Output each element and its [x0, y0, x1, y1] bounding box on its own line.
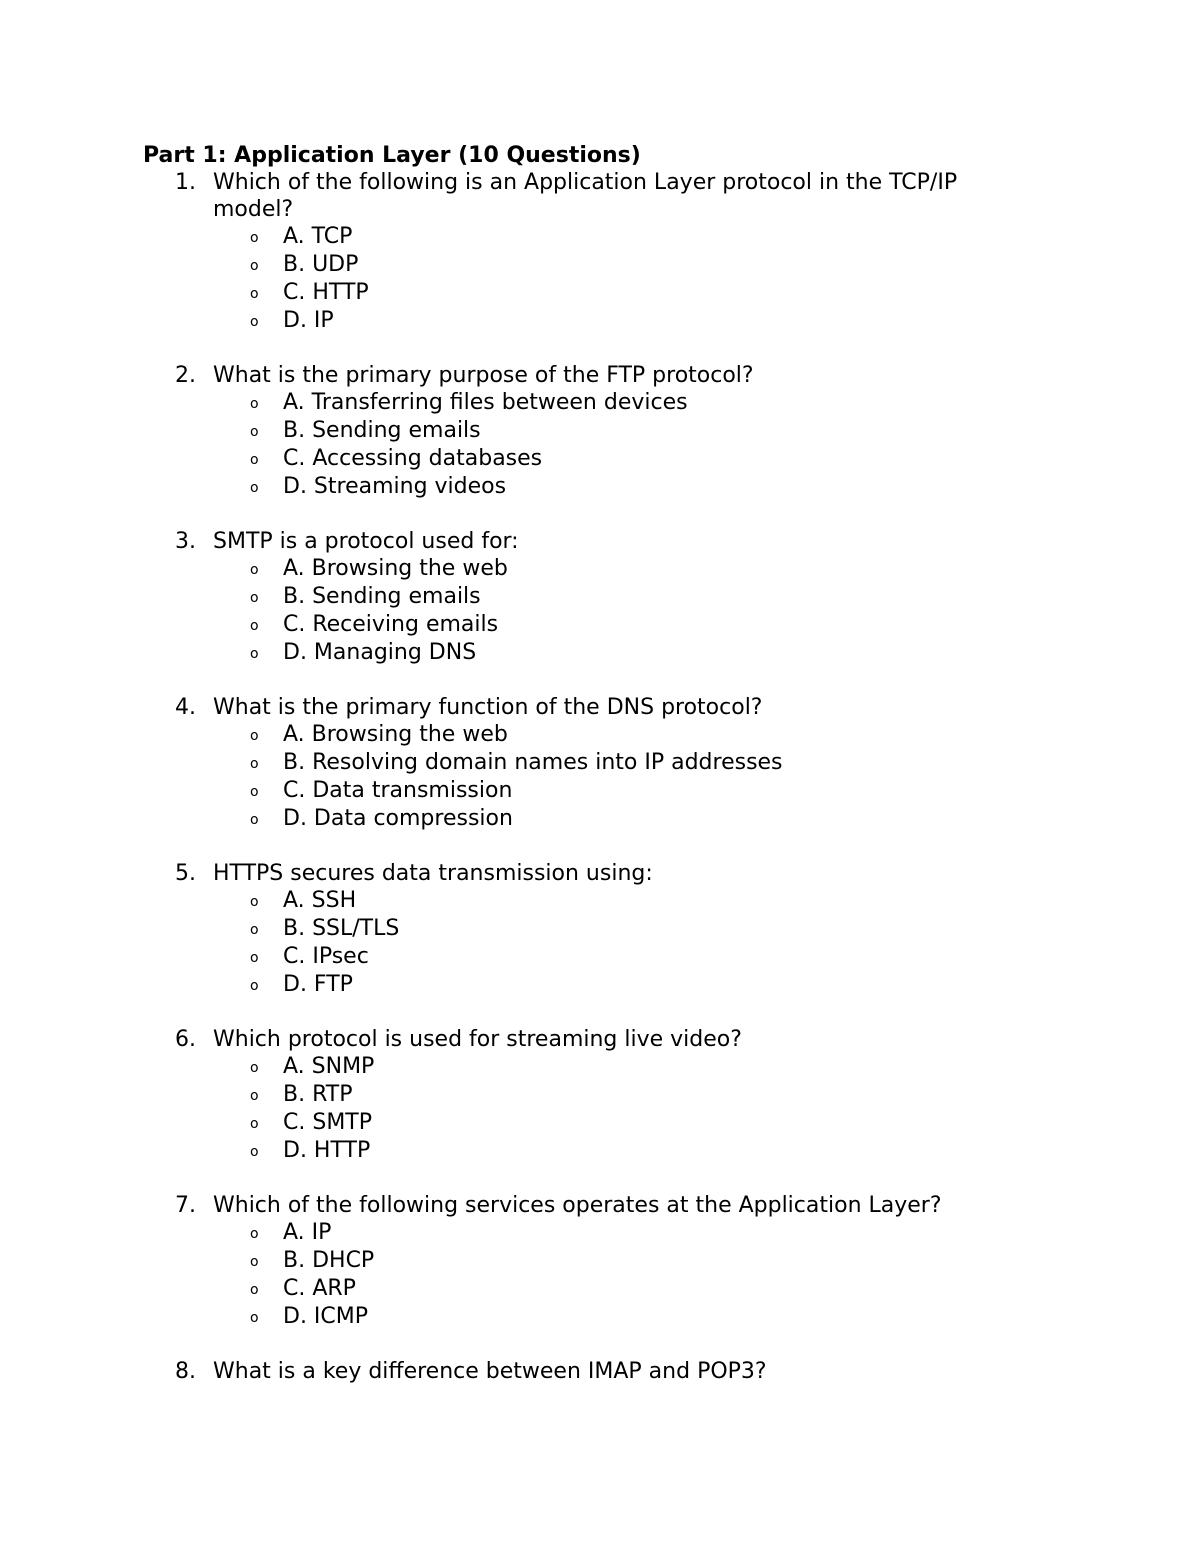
section-title: Part 1: Application Layer (10 Questions) [143, 143, 641, 168]
option-item [0, 1219, 1200, 1247]
question-row [0, 169, 1200, 223]
option-text: D. HTTP [283, 1138, 371, 1163]
question-text: What is a key difference between IMAP and POP3? [213, 1359, 767, 1384]
option-item [0, 1275, 1200, 1303]
hollow-bullet-icon: o [250, 756, 259, 772]
hollow-bullet-icon: o [250, 1116, 259, 1132]
option-text: A. SNMP [283, 1054, 375, 1079]
option-list [0, 389, 1200, 501]
question-text: Which of the following services operates at the Application Layer? [213, 1193, 942, 1218]
option-text: A. Transferring files between devices [283, 390, 688, 415]
option-list [0, 721, 1200, 833]
option-text: B. RTP [283, 1082, 353, 1107]
hollow-bullet-icon: o [250, 1254, 259, 1270]
option-item [0, 721, 1200, 749]
option-text: D. Data compression [283, 806, 513, 831]
option-text: A. Browsing the web [283, 556, 508, 581]
option-item [0, 749, 1200, 777]
question-number: 1. [175, 170, 196, 195]
question-list [0, 169, 1200, 1412]
question-number: 5. [175, 861, 196, 886]
hollow-bullet-icon: o [250, 784, 259, 800]
question-text: What is the primary function of the DNS protocol? [213, 695, 763, 720]
option-text: A. TCP [283, 224, 353, 249]
option-item [0, 971, 1200, 999]
question-text: Which of the following is an Application Layer protocol in the TCP/IP model? [213, 170, 958, 222]
option-text: B. Sending emails [283, 418, 481, 443]
option-list [0, 1053, 1200, 1165]
option-item [0, 777, 1200, 805]
option-text: C. HTTP [283, 280, 369, 305]
question-row [0, 694, 1200, 721]
hollow-bullet-icon: o [250, 258, 259, 274]
option-item [0, 639, 1200, 667]
option-item [0, 583, 1200, 611]
hollow-bullet-icon: o [250, 424, 259, 440]
option-item [0, 307, 1200, 335]
question-item [0, 528, 1200, 667]
question-number: 7. [175, 1193, 196, 1218]
hollow-bullet-icon: o [250, 396, 259, 412]
question-row [0, 1192, 1200, 1219]
option-text: B. UDP [283, 252, 359, 277]
hollow-bullet-icon: o [250, 618, 259, 634]
question-text: Which protocol is used for streaming live video? [213, 1027, 742, 1052]
question-row [0, 528, 1200, 555]
question-item [0, 1192, 1200, 1331]
option-item [0, 417, 1200, 445]
option-item [0, 251, 1200, 279]
hollow-bullet-icon: o [250, 1226, 259, 1242]
option-item [0, 1137, 1200, 1165]
question-row [0, 1358, 1200, 1385]
option-item [0, 279, 1200, 307]
hollow-bullet-icon: o [250, 1310, 259, 1326]
hollow-bullet-icon: o [250, 978, 259, 994]
hollow-bullet-icon: o [250, 950, 259, 966]
option-item [0, 389, 1200, 417]
option-item [0, 223, 1200, 251]
option-text: D. IP [283, 308, 334, 333]
option-text: C. Accessing databases [283, 446, 543, 471]
option-text: B. Resolving domain names into IP addresses [283, 750, 783, 775]
option-item [0, 1109, 1200, 1137]
question-row [0, 860, 1200, 887]
hollow-bullet-icon: o [250, 1144, 259, 1160]
hollow-bullet-icon: o [250, 562, 259, 578]
question-item [0, 362, 1200, 501]
question-text: HTTPS secures data transmission using: [213, 861, 653, 886]
question-row [0, 362, 1200, 389]
hollow-bullet-icon: o [250, 922, 259, 938]
question-item [0, 1026, 1200, 1165]
hollow-bullet-icon: o [250, 1060, 259, 1076]
hollow-bullet-icon: o [250, 646, 259, 662]
option-list [0, 555, 1200, 667]
question-number: 3. [175, 529, 196, 554]
question-item [0, 860, 1200, 999]
hollow-bullet-icon: o [250, 1088, 259, 1104]
question-text: What is the primary purpose of the FTP protocol? [213, 363, 754, 388]
option-item [0, 445, 1200, 473]
question-number: 8. [175, 1359, 196, 1384]
option-text: D. ICMP [283, 1304, 369, 1329]
option-item [0, 1303, 1200, 1331]
option-text: D. Managing DNS [283, 640, 477, 665]
option-item [0, 1247, 1200, 1275]
question-item [0, 1358, 1200, 1385]
option-text: A. IP [283, 1220, 332, 1245]
option-item [0, 915, 1200, 943]
hollow-bullet-icon: o [250, 728, 259, 744]
hollow-bullet-icon: o [250, 590, 259, 606]
option-text: A. Browsing the web [283, 722, 508, 747]
option-text: B. SSL/TLS [283, 916, 400, 941]
hollow-bullet-icon: o [250, 1282, 259, 1298]
question-item [0, 694, 1200, 833]
option-item [0, 473, 1200, 501]
question-number: 2. [175, 363, 196, 388]
option-list [0, 1219, 1200, 1331]
option-text: A. SSH [283, 888, 357, 913]
hollow-bullet-icon: o [250, 286, 259, 302]
option-item [0, 1053, 1200, 1081]
option-list [0, 887, 1200, 999]
option-text: C. Receiving emails [283, 612, 499, 637]
question-item [0, 169, 1200, 335]
question-text: SMTP is a protocol used for: [213, 529, 519, 554]
option-text: D. FTP [283, 972, 353, 997]
option-text: C. ARP [283, 1276, 356, 1301]
hollow-bullet-icon: o [250, 452, 259, 468]
hollow-bullet-icon: o [250, 894, 259, 910]
option-list [0, 223, 1200, 335]
option-text: C. Data transmission [283, 778, 513, 803]
hollow-bullet-icon: o [250, 480, 259, 496]
question-number: 6. [175, 1027, 196, 1052]
option-item [0, 887, 1200, 915]
option-item [0, 805, 1200, 833]
hollow-bullet-icon: o [250, 812, 259, 828]
option-text: D. Streaming videos [283, 474, 507, 499]
hollow-bullet-icon: o [250, 314, 259, 330]
option-item [0, 611, 1200, 639]
option-text: C. SMTP [283, 1110, 372, 1135]
option-text: B. DHCP [283, 1248, 375, 1273]
option-item [0, 943, 1200, 971]
hollow-bullet-icon: o [250, 230, 259, 246]
option-text: B. Sending emails [283, 584, 481, 609]
option-text: C. IPsec [283, 944, 369, 969]
question-number: 4. [175, 695, 196, 720]
option-item [0, 555, 1200, 583]
question-row [0, 1026, 1200, 1053]
option-item [0, 1081, 1200, 1109]
